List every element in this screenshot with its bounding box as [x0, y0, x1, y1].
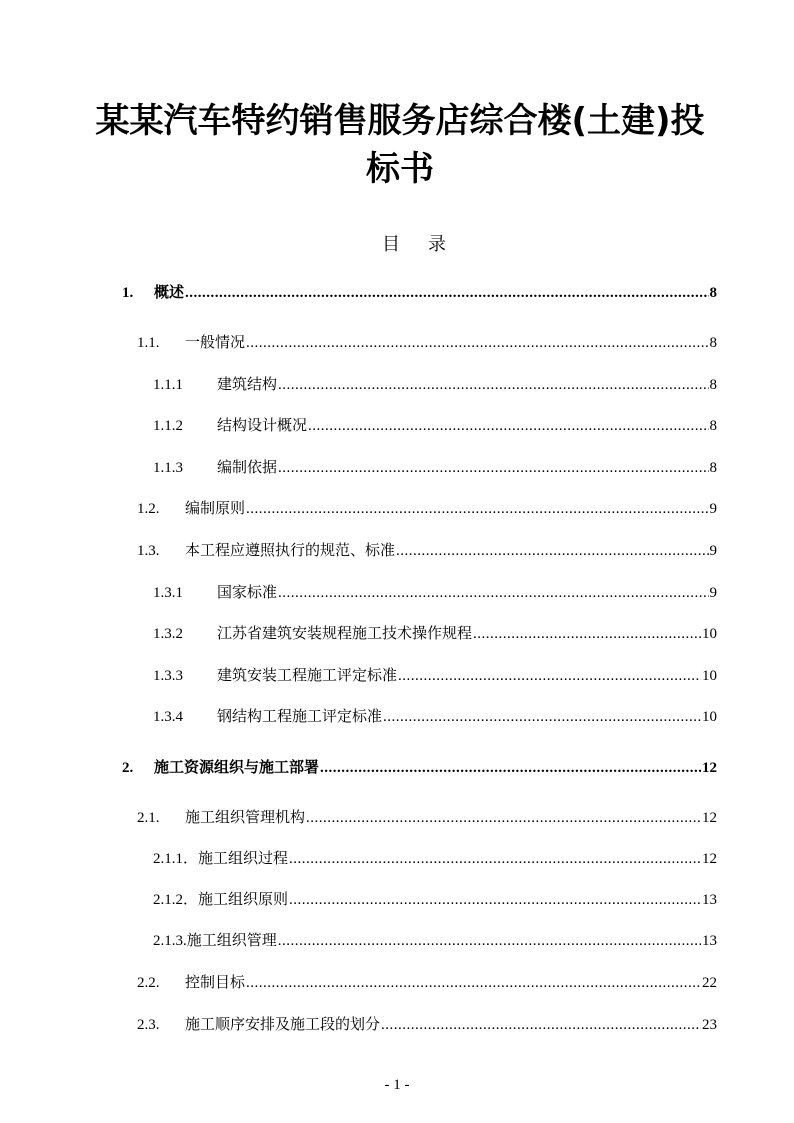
toc-entry-title: 建筑安装工程施工评定标准 [217, 666, 398, 684]
toc-entry-title: 编制原则 [185, 499, 246, 517]
toc-entry[interactable] [137, 1013, 717, 1035]
toc-entry-number: 1.3.1 [153, 585, 183, 601]
toc-leader-dots [246, 332, 708, 354]
toc-entry-number: 1.3.4 [153, 709, 183, 725]
toc-entry[interactable] [153, 705, 717, 727]
toc-entry-number: 2.3. [137, 1017, 160, 1033]
toc-leader-dots [185, 282, 708, 304]
toc-entry-title: 施工组织管理机构 [185, 808, 306, 826]
toc-entry[interactable] [153, 888, 717, 910]
toc-leader-dots [396, 540, 708, 562]
toc-entry-page: 13 [702, 933, 717, 949]
toc-leader-dots [278, 457, 708, 479]
toc-entry-title: 结构设计概况 [217, 416, 308, 434]
toc-entry-number: 1. [122, 285, 134, 301]
toc-entry-title: 建筑结构 [217, 375, 278, 393]
toc-entry-title: 施工组织管理 [186, 931, 277, 949]
toc-entry[interactable] [153, 456, 717, 478]
toc-entry-number: 1.3. [137, 543, 160, 559]
toc-heading-char-2: 录 [428, 234, 448, 255]
toc-leader-dots [289, 848, 701, 870]
toc-leader-dots [383, 706, 701, 728]
toc-entry[interactable] [137, 971, 717, 993]
toc-entry[interactable] [153, 664, 717, 686]
toc-entry-number: 2. [122, 760, 134, 776]
toc-entry[interactable] [153, 581, 717, 603]
toc-entry-page: 9 [709, 501, 717, 517]
toc-entry-number: 1.1.3 [153, 460, 183, 476]
toc-entry-page: 9 [709, 585, 717, 601]
toc-heading [0, 230, 794, 256]
toc-entry-page: 22 [702, 975, 717, 991]
toc-entry-page: 12 [702, 760, 717, 776]
toc-entry-page: 10 [702, 626, 717, 642]
toc-leader-dots [246, 972, 701, 994]
toc-entry-number: 1.1. [137, 335, 160, 351]
toc-entry-page: 12 [702, 810, 717, 826]
toc-entry[interactable] [137, 497, 717, 519]
toc-entry-title: 江苏省建筑安装规程施工技术操作规程 [217, 624, 473, 642]
toc-entry-number: 1.1.1 [153, 377, 183, 393]
toc-leader-dots [278, 374, 708, 396]
toc-entry-page: 10 [702, 709, 717, 725]
toc-leader-dots [473, 623, 701, 645]
toc-entry-title: 钢结构工程施工评定标准 [217, 707, 383, 725]
toc-entry-number: 2.1.2． [153, 892, 199, 908]
toc-entry-page: 23 [702, 1017, 717, 1033]
toc-entry[interactable] [137, 806, 717, 828]
toc-entry[interactable] [153, 929, 717, 951]
toc-entry-title: 编制依据 [217, 458, 278, 476]
toc-entry-number: 2.1.3. [153, 933, 187, 949]
toc-entry-number: 2.1.1． [153, 851, 199, 867]
toc-entry-title: 国家标准 [217, 583, 278, 601]
toc-entry[interactable] [153, 373, 717, 395]
toc-entry-page: 8 [709, 418, 717, 434]
toc-leader-dots [278, 582, 708, 604]
toc-entry-title: 施工资源组织与施工部署 [154, 758, 320, 776]
document-title-line-2: 标书 [366, 149, 434, 189]
toc-entry-page: 8 [709, 377, 717, 393]
toc-entry-page: 12 [702, 851, 717, 867]
toc-entry-title: 本工程应遵照执行的规范、标准 [185, 541, 396, 559]
toc-entry[interactable] [137, 539, 717, 561]
toc-leader-dots [308, 415, 708, 437]
toc-entry-title: 施工顺序安排及施工段的划分 [185, 1015, 381, 1033]
toc-entry-page: 10 [702, 668, 717, 684]
toc-entry-number: 1.3.2 [153, 626, 183, 642]
toc-entry[interactable] [153, 414, 717, 436]
toc-entry-title: 施工组织原则 [198, 890, 289, 908]
toc-leader-dots [398, 665, 701, 687]
toc-entry[interactable] [153, 847, 717, 869]
toc-entry-number: 2.1. [137, 810, 160, 826]
toc-entry-number: 1.3.3 [153, 668, 183, 684]
toc-entry[interactable] [153, 622, 717, 644]
toc-entry-page: 8 [709, 335, 717, 351]
toc-leader-dots [320, 757, 701, 779]
document-title [80, 97, 720, 193]
toc-entry-number: 1.2. [137, 501, 160, 517]
toc-leader-dots [278, 930, 701, 952]
toc-entry-page: 8 [709, 460, 717, 476]
toc-heading-char-1: 目 [382, 234, 402, 255]
toc-entry-page: 13 [702, 892, 717, 908]
toc-entry-page: 8 [709, 285, 717, 301]
toc-leader-dots [306, 807, 701, 829]
page-number: - 1 - [384, 1077, 410, 1093]
toc-entry-title: 一般情况 [185, 333, 246, 351]
toc-entry[interactable] [122, 756, 717, 778]
toc-entry[interactable] [122, 281, 717, 303]
toc-leader-dots [381, 1014, 701, 1036]
document-title-line-1: 某某汽车特约销售服务店综合楼(土建)投 [95, 101, 705, 141]
toc-entry-number: 1.1.2 [153, 418, 183, 434]
toc-entry-title: 概述 [154, 283, 185, 301]
toc-leader-dots [289, 889, 701, 911]
toc-entry-title: 控制目标 [185, 973, 246, 991]
toc-entry-title: 施工组织过程 [198, 849, 289, 867]
toc-entry[interactable] [137, 331, 717, 353]
toc-entry-number: 2.2. [137, 975, 160, 991]
toc-entry-page: 9 [709, 543, 717, 559]
toc-leader-dots [246, 498, 708, 520]
